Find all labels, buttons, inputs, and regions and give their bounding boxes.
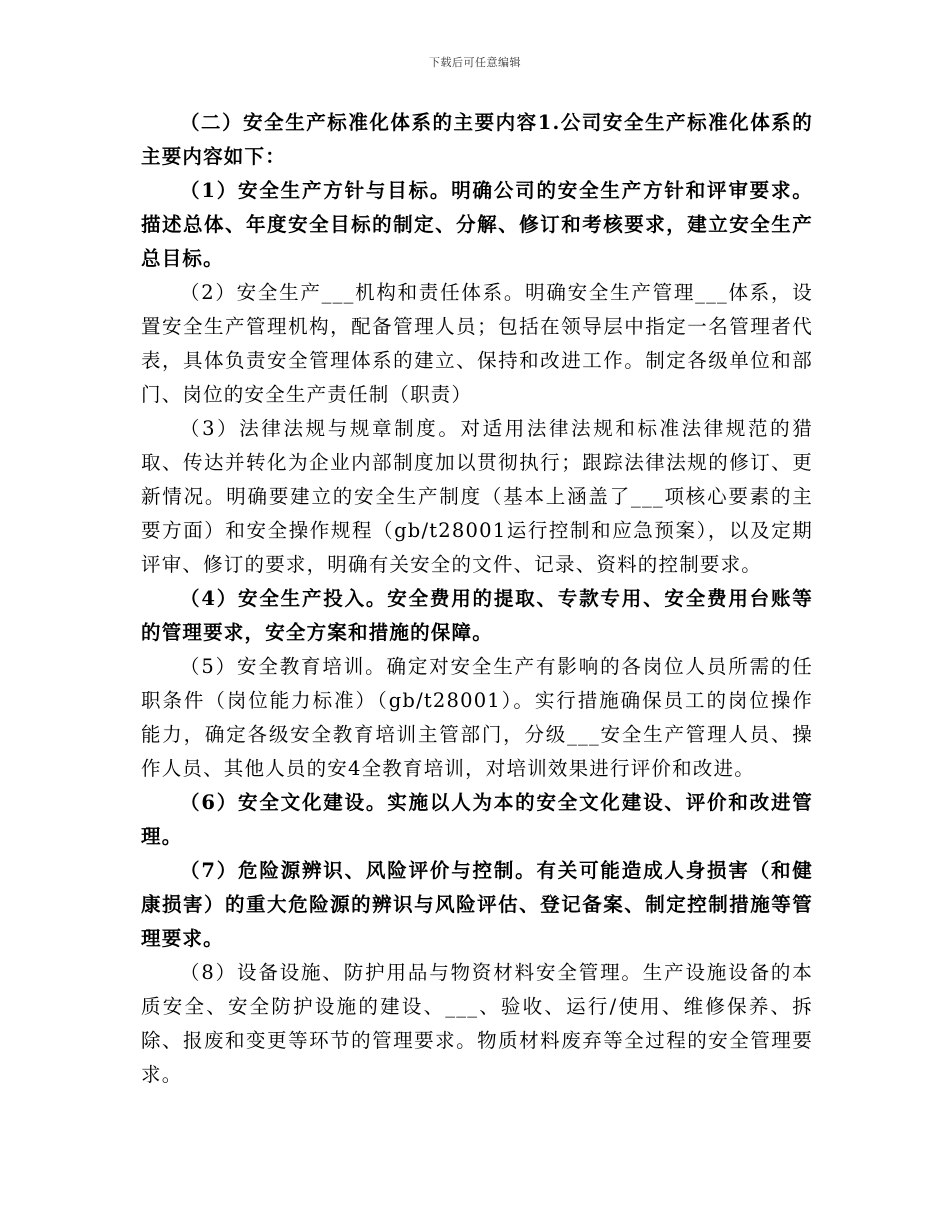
document-body (141, 106, 813, 1092)
paragraph-1: （1）安全生产方针与目标。明确公司的安全生产方针和评审要求。描述总体、年度安全目标的制定、分解、修订和考核要求，建立安全生产总目标。 (141, 179, 813, 270)
paragraph-6: （6）安全文化建设。实施以人为本的安全文化建设、评价和改进管理。 (141, 791, 813, 848)
paragraph-2: （2）安全生产___机构和责任体系。明确安全生产管理___体系，设置安全生产管理机构，配备管理人员；包括在领导层中指定一名管理者代表，具体负责安全管理体系的建立、保持和改进工作。制定各级单位和部门、岗位的安全生产责任制（职责） (141, 281, 813, 406)
paragraph-8: （8）设备设施、防护用品与物资材料安全管理。生产设施设备的本质安全、安全防护设施的建设、___、验收、运行/使用、维修保养、拆除、报废和变更等环节的管理要求。物质材料废弃等全过程的安全管理要求。 (141, 961, 813, 1086)
section-heading: （二）安全生产标准化体系的主要内容1.公司安全生产标准化体系的主要内容如下： (141, 111, 813, 168)
page-header: 下载后可任意编辑 (429, 56, 521, 69)
paragraph-7: （7）危险源辨识、风险评价与控制。有关可能造成人身损害（和健康损害）的重大危险源的辨识与风险评估、登记备案、制定控制措施等管理要求。 (141, 859, 813, 950)
paragraph-4: （4）安全生产投入。安全费用的提取、专款专用、安全费用台账等的管理要求，安全方案和措施的保障。 (141, 587, 813, 644)
paragraph-5: （5）安全教育培训。确定对安全生产有影响的各岗位人员所需的任职条件（岗位能力标准）（gb/t28001）。实行措施确保员工的岗位操作能力，确定各级安全教育培训主管部门，分级___安全生产管理人员、操作人员、其他人员的安4全教育培训，对培训效果进行评价和改进。 (141, 655, 813, 780)
paragraph-3: （3）法律法规与规章制度。对适用法律法规和标准法律规范的猎取、传达并转化为企业内部制度加以贯彻执行；跟踪法律法规的修订、更新情况。明确要建立的安全生产制度（基本上涵盖了___项核心要素的主要方面）和安全操作规程（gb/t28001运行控制和应急预案），以及定期评审、修订的要求，明确有关安全的文件、记录、资料的控制要求。 (141, 417, 813, 576)
